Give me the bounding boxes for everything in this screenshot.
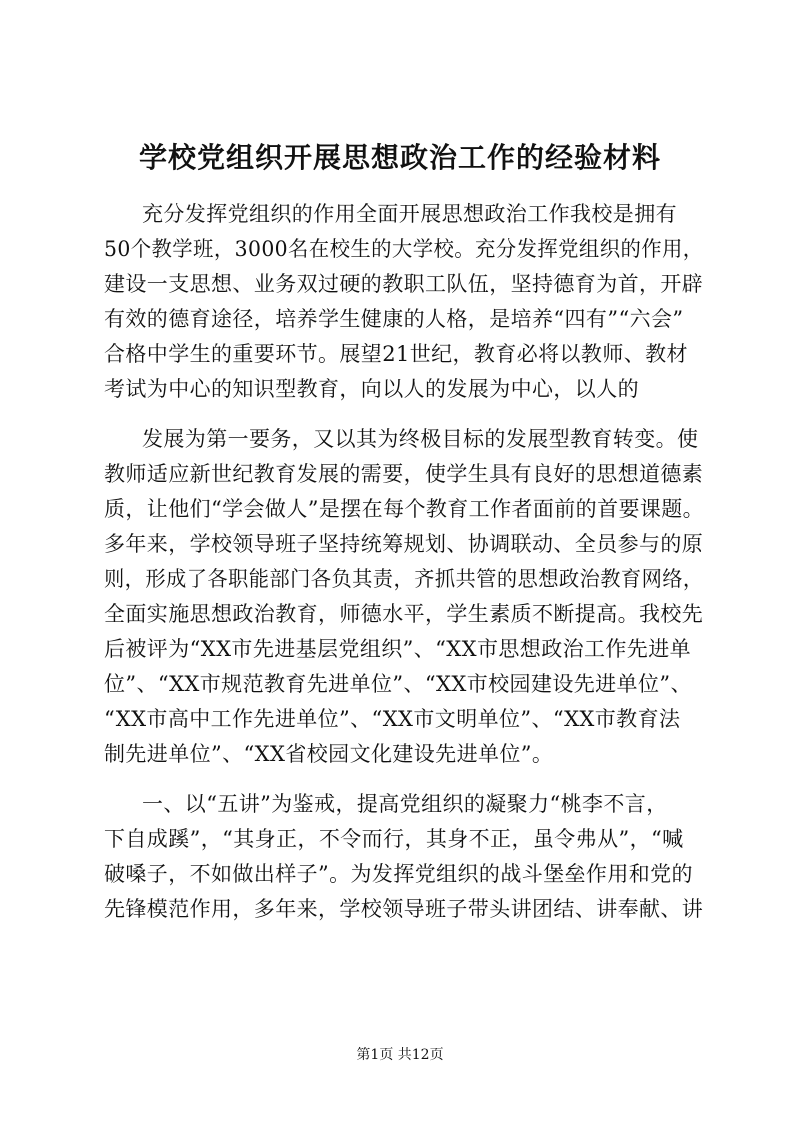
- body-line-2: 50个教学班，3000名在校生的大学校。充分发挥党组织的作用，: [104, 237, 704, 261]
- body-line-18: 下自成蹊”，“其身正，不令而行，其身不正，虽令弗从”，“喊: [104, 827, 684, 851]
- body-line-20: 先锋模范作用，多年来，学校领导班子带头讲团结、讲奉献、讲: [104, 897, 704, 921]
- body-line-11: 则，形成了各职能部门各负其责，齐抓共管的思想政治教育网络，: [104, 567, 704, 591]
- body-line-12: 全面实施思想政治教育，师德水平，学生素质不断提高。我校先: [104, 602, 704, 626]
- body-line-3: 建设一支思想、业务双过硬的教职工队伍，坚持德育为首，开辟: [104, 272, 704, 296]
- body-line-5: 合格中学生的重要环节。展望21世纪，教育必将以教师、教材: [104, 342, 688, 366]
- body-line-4: 有效的德育途径，培养学生健康的人格，是培养“四有”“六会”: [104, 307, 684, 331]
- body-line-19: 破嗓子，不如做出样子”。为发挥党组织的战斗堡垒作用和党的: [104, 862, 693, 886]
- body-line-7: 发展为第一要务，又以其为终极目标的发展型教育转变。使: [142, 427, 699, 451]
- body-line-14: 位”、“XX市规范教育先进单位”、“XX市校园建设先进单位”、: [104, 672, 692, 696]
- body-line-13: 后被评为“XX市先进基层党组织”、“XX市思想政治工作先进单: [104, 637, 692, 661]
- body-line-6: 考试为中心的知识型教育，向以人的发展为中心，以人的: [104, 377, 639, 401]
- document-title: 学校党组织开展思想政治工作的经验材料: [138, 141, 661, 174]
- body-line-10: 多年来，学校领导班子坚持统筹规划、协调联动、全员参与的原: [104, 532, 704, 556]
- page-number: 第1页 共12页: [356, 1047, 444, 1063]
- body-line-8: 教师适应新世纪教育发展的需要，使学生具有良好的思想道德素: [104, 462, 704, 486]
- body-line-16: 制先进单位”、“XX省校园文化建设先进单位”。: [104, 742, 554, 766]
- body-line-17: 一、以“五讲”为鉴戒，提高党组织的凝聚力“桃李不言，: [142, 792, 668, 816]
- body-line-15: “XX市高中工作先进单位”、“XX市文明单位”、“XX市教育法: [104, 707, 681, 731]
- body-line-9: 质，让他们“学会做人”是摆在每个教育工作者面前的首要课题。: [104, 497, 705, 521]
- body-line-1: 充分发挥党组织的作用全面开展思想政治工作我校是拥有: [142, 202, 677, 226]
